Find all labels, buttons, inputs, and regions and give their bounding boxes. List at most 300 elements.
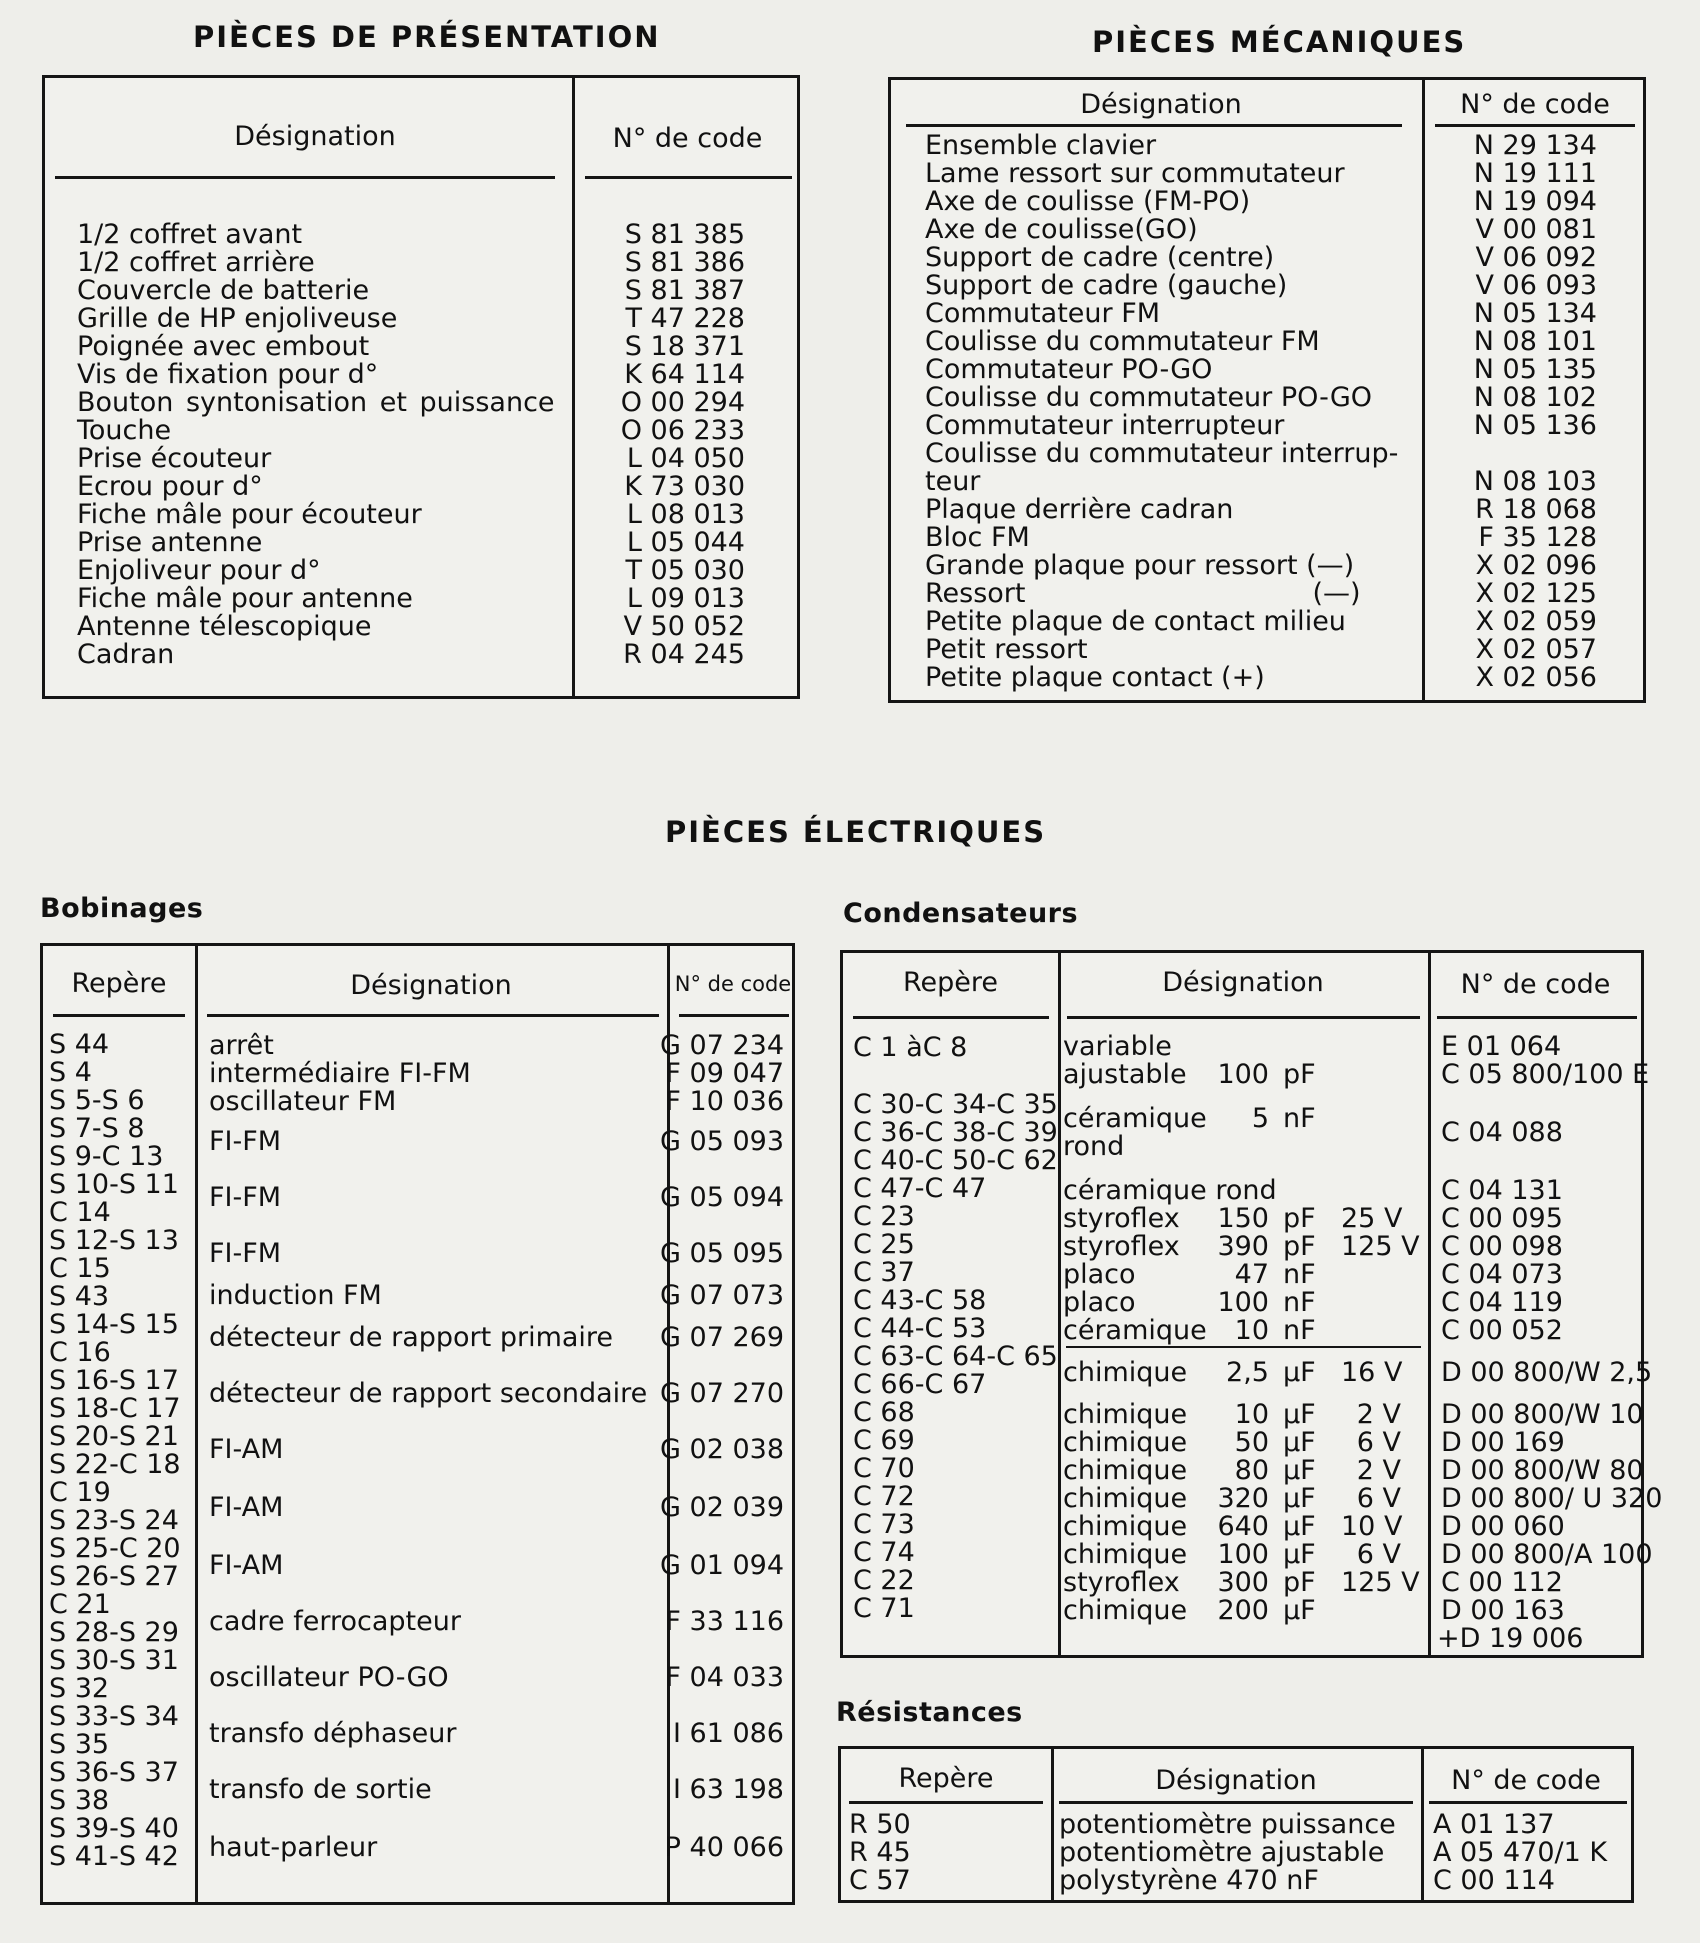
mecaniques-code: X 02 125 bbox=[1475, 578, 1597, 609]
bobinages-repere: S 32 bbox=[49, 1673, 110, 1704]
condensateurs-volt: 6 V bbox=[1356, 1539, 1401, 1570]
bobinages-code: G 05 093 bbox=[660, 1126, 784, 1157]
mecaniques-designation: Support de cadre (gauche) bbox=[925, 270, 1288, 301]
condensateurs-repere: C 74 bbox=[853, 1537, 915, 1568]
condensateurs-designation-row bbox=[1063, 1567, 1420, 1598]
condensateurs-code: D 00 800/A 100 bbox=[1441, 1539, 1653, 1570]
presentation-designation: Antenne télescopique bbox=[77, 611, 372, 642]
condensateurs-value: 50 bbox=[1234, 1427, 1269, 1458]
mecaniques-designation bbox=[925, 580, 1405, 608]
condensateurs-volt: 6 V bbox=[1356, 1483, 1401, 1514]
condensateurs-unit: µF bbox=[1283, 1483, 1316, 1514]
condensateurs-type: styroflex bbox=[1063, 1231, 1180, 1262]
bobinages-designation: FI-AM bbox=[209, 1434, 284, 1465]
condensateurs-code: C 04 119 bbox=[1441, 1287, 1563, 1318]
condensateurs-code: C 00 098 bbox=[1441, 1231, 1563, 1262]
condensateurs-code: D 00 800/W 80 bbox=[1441, 1455, 1644, 1486]
electriques-title: PIÈCES ÉLECTRIQUES bbox=[665, 815, 1047, 849]
presentation-designation-column bbox=[77, 221, 555, 669]
bobinages-repere: S 35 bbox=[49, 1729, 110, 1760]
condensateurs-unit: nF bbox=[1283, 1287, 1316, 1318]
condensateurs-designation-row bbox=[1063, 1131, 1401, 1162]
condensateurs-volt bbox=[1341, 1031, 1401, 1062]
mecaniques-code: N 19 094 bbox=[1473, 186, 1597, 217]
mecaniques-designation: Coulisse du commutateur FM bbox=[925, 326, 1320, 357]
bobinages-designation: FI-FM bbox=[209, 1182, 282, 1213]
resistances-designation: potentiomètre puissance bbox=[1059, 1809, 1396, 1840]
condensateurs-repere: C 72 bbox=[853, 1481, 915, 1512]
presentation-code: S 81 385 bbox=[624, 219, 745, 250]
presentation-code: L 04 050 bbox=[626, 443, 745, 474]
mecaniques-designation: Plaque derrière cadran bbox=[925, 494, 1234, 525]
bobinages-code: G 05 094 bbox=[660, 1182, 784, 1213]
condensateurs-value: 200 bbox=[1217, 1595, 1269, 1626]
condensateurs-designation-row bbox=[1063, 1031, 1401, 1062]
bobinages-code: G 07 073 bbox=[660, 1280, 784, 1311]
bobinages-code: I 63 198 bbox=[672, 1774, 784, 1805]
mecaniques-code: N 05 136 bbox=[1473, 410, 1597, 441]
presentation-designation: Fiche mâle pour antenne bbox=[77, 583, 413, 614]
presentation-designation: Fiche mâle pour écouteur bbox=[77, 499, 422, 530]
condensateurs-type: chimique bbox=[1063, 1511, 1188, 1542]
condensateurs-value: 80 bbox=[1234, 1455, 1269, 1486]
bobinages-repere: S 9-C 13 bbox=[49, 1141, 164, 1172]
presentation-designation: Poignée avec embout bbox=[77, 331, 370, 362]
condensateurs-value: 100 bbox=[1217, 1287, 1269, 1318]
condensateurs-repere: C 44-C 53 bbox=[853, 1313, 987, 1344]
condensateurs-unit: µF bbox=[1283, 1357, 1316, 1388]
resistances-repere: R 50 bbox=[849, 1809, 911, 1840]
condensateurs-type: chimique bbox=[1063, 1595, 1188, 1626]
condensateurs-designation-row bbox=[1063, 1539, 1401, 1570]
condensateurs-unit bbox=[1335, 1175, 1407, 1206]
bobinages-designation: transfo déphaseur bbox=[209, 1718, 457, 1749]
condensateurs-volt: 6 V bbox=[1356, 1427, 1401, 1458]
condensateurs-unit: nF bbox=[1283, 1315, 1316, 1346]
condensateurs-designation-row bbox=[1063, 1427, 1401, 1458]
resistances-repere: R 45 bbox=[849, 1837, 911, 1868]
condensateurs-code: C 00 095 bbox=[1441, 1203, 1563, 1234]
condensateurs-repere: C 25 bbox=[853, 1229, 915, 1260]
presentation-designation: Ecrou pour d° bbox=[77, 471, 263, 502]
presentation-code: S 81 386 bbox=[624, 247, 745, 278]
presentation-code: T 47 228 bbox=[625, 303, 745, 334]
mecaniques-designation: Support de cadre (centre) bbox=[925, 242, 1275, 273]
bobinages-code: P 40 066 bbox=[664, 1832, 784, 1863]
mecaniques-code: N 05 135 bbox=[1473, 354, 1597, 385]
presentation-code: L 08 013 bbox=[626, 499, 745, 530]
bobinages-repere: S 33-S 34 bbox=[49, 1701, 179, 1732]
condensateurs-repere: C 69 bbox=[853, 1425, 915, 1456]
condensateurs-designation-row bbox=[1063, 1231, 1420, 1262]
condensateurs-repere: C 70 bbox=[853, 1453, 915, 1484]
mecaniques-designation: Coulisse du commutateur PO-GO bbox=[925, 382, 1373, 413]
condensateurs-value bbox=[1211, 1031, 1269, 1062]
condensateurs-designation-row bbox=[1063, 1399, 1401, 1430]
condensateurs-value: 100 bbox=[1217, 1059, 1269, 1090]
presentation-designation: Prise écouteur bbox=[77, 443, 272, 474]
condensateurs-repere: C 23 bbox=[853, 1201, 915, 1232]
condensateurs-type: chimique bbox=[1063, 1399, 1188, 1430]
condensateurs-repere: C 68 bbox=[853, 1397, 915, 1428]
condensateurs-value: 150 bbox=[1217, 1203, 1269, 1234]
bobinages-code: G 07 270 bbox=[660, 1378, 784, 1409]
condensateurs-type: ajustable bbox=[1063, 1059, 1187, 1090]
bobinages-code: G 01 094 bbox=[660, 1550, 784, 1581]
resistances-header-code: N° de code bbox=[1451, 1765, 1601, 1796]
mecaniques-designation-text: Ressort bbox=[925, 578, 1026, 609]
presentation-code: S 18 371 bbox=[624, 331, 745, 362]
condensateurs-unit: nF bbox=[1283, 1103, 1316, 1134]
condensateurs-designation-row bbox=[1063, 1357, 1401, 1388]
presentation-designation: Enjoliveur pour d° bbox=[77, 555, 321, 586]
condensateurs-volt: 25 V bbox=[1341, 1203, 1403, 1234]
condensateurs-type: chimique bbox=[1063, 1357, 1188, 1388]
condensateurs-header-repere: Repère bbox=[902, 967, 999, 998]
mecaniques-code bbox=[1435, 440, 1597, 468]
bobinages-repere: S 44 bbox=[49, 1029, 110, 1060]
mecaniques-code: N 29 134 bbox=[1473, 130, 1597, 161]
mecaniques-code: X 02 059 bbox=[1475, 606, 1597, 637]
presentation-code: V 50 052 bbox=[623, 611, 745, 642]
mecaniques-designation: Coulisse du commutateur interrup- bbox=[925, 438, 1399, 469]
condensateurs-unit: µF bbox=[1283, 1427, 1316, 1458]
condensateurs-header-designation: Désignation bbox=[1162, 967, 1324, 998]
mecaniques-designation-column bbox=[925, 132, 1405, 692]
condensateurs-type: variable bbox=[1063, 1031, 1172, 1062]
condensateurs-volt bbox=[1341, 1315, 1401, 1346]
bobinages-repere: S 20-S 21 bbox=[49, 1421, 179, 1452]
bobinages-repere: S 26-S 27 bbox=[49, 1561, 179, 1592]
bobinages-designation: haut-parleur bbox=[209, 1832, 378, 1863]
bobinages-repere: S 12-S 13 bbox=[49, 1225, 179, 1256]
condensateurs-volt bbox=[1341, 1595, 1401, 1626]
bobinages-designation: détecteur de rapport secondaire bbox=[209, 1378, 648, 1409]
mecaniques-title: PIÈCES MÉCANIQUES bbox=[1092, 25, 1467, 59]
condensateurs-volt: 16 V bbox=[1341, 1357, 1403, 1388]
condensateurs-unit: pF bbox=[1283, 1231, 1316, 1262]
condensateurs-type: céramique rond bbox=[1063, 1175, 1277, 1206]
mecaniques-designation: Lame ressort sur commutateur bbox=[925, 158, 1345, 189]
presentation-designation: Grille de HP enjoliveuse bbox=[77, 303, 398, 334]
bobinages-designation: oscillateur FM bbox=[209, 1086, 397, 1117]
mecaniques-code: X 02 096 bbox=[1475, 550, 1597, 581]
condensateurs-designation-row bbox=[1063, 1259, 1401, 1290]
resistances-designation-column bbox=[1059, 1811, 1396, 1895]
condensateurs-designation-row bbox=[1063, 1483, 1401, 1514]
condensateurs-type: chimique bbox=[1063, 1483, 1188, 1514]
condensateurs-volt: 2 V bbox=[1356, 1399, 1401, 1430]
bobinages-designation: FI-FM bbox=[209, 1238, 282, 1269]
condensateurs-designation-row bbox=[1063, 1455, 1401, 1486]
bobinages-designation: FI-FM bbox=[209, 1126, 282, 1157]
bobinages-header-repere: Repère bbox=[71, 968, 167, 999]
mecaniques-code: N 05 134 bbox=[1473, 298, 1597, 329]
mecaniques-table bbox=[888, 77, 1646, 703]
mecaniques-designation: Commutateur FM bbox=[925, 298, 1161, 329]
condensateurs-repere: C 66-C 67 bbox=[853, 1369, 987, 1400]
condensateurs-designation-column bbox=[1063, 953, 1423, 1655]
condensateurs-volt: 10 V bbox=[1341, 1511, 1403, 1542]
mecaniques-code: X 02 057 bbox=[1475, 634, 1597, 665]
bobinages-code: G 07 269 bbox=[660, 1322, 784, 1353]
condensateurs-value: 320 bbox=[1217, 1483, 1269, 1514]
condensateurs-designation-row bbox=[1063, 1315, 1401, 1346]
bobinages-table bbox=[40, 943, 795, 1905]
presentation-code: L 05 044 bbox=[626, 527, 745, 558]
condensateurs-code: E 01 064 bbox=[1441, 1031, 1562, 1062]
bobinages-repere: S 28-S 29 bbox=[49, 1617, 179, 1648]
condensateurs-code: D 00 169 bbox=[1441, 1427, 1565, 1458]
presentation-code: K 73 030 bbox=[624, 471, 745, 502]
condensateurs-repere: C 22 bbox=[853, 1565, 915, 1596]
condensateurs-repere: C 36-C 38-C 39 bbox=[853, 1117, 1058, 1148]
condensateurs-designation-row bbox=[1063, 1287, 1401, 1318]
condensateurs-repere: C 73 bbox=[853, 1509, 915, 1540]
mecaniques-designation: Petite plaque contact (+) bbox=[925, 662, 1265, 693]
bobinages-designation: transfo de sortie bbox=[209, 1774, 432, 1805]
condensateurs-type: placo bbox=[1063, 1259, 1136, 1290]
condensateurs-unit: µF bbox=[1283, 1399, 1316, 1430]
presentation-code-column bbox=[585, 221, 745, 669]
presentation-designation: Prise antenne bbox=[77, 527, 263, 558]
resistances-code: A 01 137 bbox=[1433, 1809, 1555, 1840]
presentation-code: O 06 233 bbox=[620, 415, 745, 446]
bobinages-code: G 05 095 bbox=[660, 1238, 784, 1269]
bobinages-repere: S 23-S 24 bbox=[49, 1505, 179, 1536]
mecaniques-designation: Commutateur PO-GO bbox=[925, 354, 1213, 385]
condensateurs-code: D 00 800/ U 320 bbox=[1441, 1483, 1663, 1514]
condensateurs-code: C 04 073 bbox=[1441, 1259, 1563, 1290]
mecaniques-designation: Bloc FM bbox=[925, 522, 1030, 553]
bobinages-code: F 09 047 bbox=[665, 1058, 784, 1089]
condensateurs-code: C 04 131 bbox=[1441, 1175, 1563, 1206]
condensateurs-value: 640 bbox=[1217, 1511, 1269, 1542]
mecaniques-code: N 08 102 bbox=[1473, 382, 1597, 413]
condensateurs-code: C 00 112 bbox=[1441, 1567, 1563, 1598]
mecaniques-code: N 08 101 bbox=[1473, 326, 1597, 357]
condensateurs-title: Condensateurs bbox=[843, 898, 1079, 929]
mecaniques-designation: Axe de coulisse(GO) bbox=[925, 214, 1198, 245]
bobinages-code: G 02 039 bbox=[660, 1492, 784, 1523]
condensateurs-code: D 00 800/W 2,5 bbox=[1441, 1357, 1653, 1388]
condensateurs-volt bbox=[1341, 1103, 1401, 1134]
bobinages-code: F 33 116 bbox=[665, 1606, 784, 1637]
condensateurs-designation-row bbox=[1063, 1175, 1467, 1206]
condensateurs-code: D 00 060 bbox=[1441, 1511, 1565, 1542]
condensateurs-repere: C 40-C 50-C 62 bbox=[853, 1145, 1058, 1176]
condensateurs-volt bbox=[1341, 1059, 1401, 1090]
condensateurs-type: placo bbox=[1063, 1287, 1136, 1318]
bobinages-code: F 04 033 bbox=[665, 1662, 784, 1693]
bobinages-designation: oscillateur PO-GO bbox=[209, 1662, 449, 1693]
bobinages-repere: S 41-S 42 bbox=[49, 1841, 179, 1872]
resistances-table bbox=[838, 1746, 1634, 1903]
condensateurs-unit bbox=[1269, 1031, 1341, 1062]
bobinages-repere: S 18-C 17 bbox=[49, 1393, 181, 1424]
bobinages-code: F 10 036 bbox=[665, 1086, 784, 1117]
bobinages-designation: intermédiaire FI-FM bbox=[209, 1058, 471, 1089]
condensateurs-repere: C 47-C 47 bbox=[853, 1173, 987, 1204]
presentation-header-code: N° de code bbox=[612, 123, 763, 154]
condensateurs-type: chimique bbox=[1063, 1427, 1188, 1458]
resistances-designation: potentiomètre ajustable bbox=[1059, 1837, 1385, 1868]
condensateurs-repere: C 63-C 64-C 65 bbox=[853, 1341, 1058, 1372]
presentation-code: R 04 245 bbox=[623, 639, 745, 670]
bobinages-code: G 07 234 bbox=[660, 1030, 784, 1061]
bobinages-header-code: N° de code bbox=[674, 972, 792, 996]
condensateurs-unit: µF bbox=[1283, 1511, 1316, 1542]
bobinages-title: Bobinages bbox=[40, 893, 204, 924]
bobinages-repere: S 39-S 40 bbox=[49, 1813, 179, 1844]
condensateurs-unit: pF bbox=[1283, 1059, 1316, 1090]
condensateurs-unit bbox=[1269, 1131, 1341, 1162]
bobinages-designation: FI-AM bbox=[209, 1492, 284, 1523]
resistances-repere-column bbox=[849, 1811, 911, 1895]
condensateurs-unit: µF bbox=[1283, 1539, 1316, 1570]
condensateurs-volt bbox=[1341, 1287, 1401, 1318]
bobinages-items bbox=[43, 946, 792, 1902]
bobinages-header-designation: Désignation bbox=[350, 970, 512, 1001]
resistances-code: A 05 470/1 K bbox=[1433, 1837, 1608, 1868]
condensateurs-repere: C 71 bbox=[853, 1593, 915, 1624]
condensateurs-header-code: N° de code bbox=[1460, 969, 1611, 1000]
condensateurs-code: D 00 163 bbox=[1441, 1595, 1565, 1626]
bobinages-repere: C 16 bbox=[49, 1337, 111, 1368]
condensateurs-value: 100 bbox=[1217, 1539, 1269, 1570]
bobinages-repere: S 10-S 11 bbox=[49, 1169, 179, 1200]
condensateurs-type: céramique bbox=[1063, 1103, 1207, 1134]
resistances-header-designation: Désignation bbox=[1155, 1765, 1317, 1796]
bobinages-repere: C 19 bbox=[49, 1477, 111, 1508]
mecaniques-designation: Petit ressort bbox=[925, 634, 1088, 665]
condensateurs-unit: nF bbox=[1283, 1259, 1316, 1290]
bobinages-repere: S 30-S 31 bbox=[49, 1645, 179, 1676]
bobinages-repere: S 7-S 8 bbox=[49, 1113, 145, 1144]
condensateurs-volt: 125 V bbox=[1341, 1567, 1420, 1598]
resistances-repere: C 57 bbox=[849, 1865, 911, 1896]
mecaniques-designation: teur bbox=[925, 466, 981, 497]
mecaniques-code: V 00 081 bbox=[1475, 214, 1597, 245]
presentation-designation: Couvercle de batterie bbox=[77, 275, 370, 306]
mecaniques-code: V 06 093 bbox=[1475, 270, 1597, 301]
condensateurs-value: 10 bbox=[1234, 1399, 1269, 1430]
bobinages-code: G 02 038 bbox=[660, 1434, 784, 1465]
presentation-designation: Vis de fixation pour d° bbox=[77, 359, 379, 390]
condensateurs-volt bbox=[1341, 1131, 1401, 1162]
condensateurs-unit: pF bbox=[1283, 1203, 1316, 1234]
mecaniques-designation: Ensemble clavier bbox=[925, 130, 1157, 161]
mecaniques-code: V 06 092 bbox=[1475, 242, 1597, 273]
condensateurs-value: 300 bbox=[1217, 1567, 1269, 1598]
mecaniques-designation: Axe de coulisse (FM-PO) bbox=[925, 186, 1251, 217]
condensateurs-value: 10 bbox=[1234, 1315, 1269, 1346]
condensateurs-volt: 2 V bbox=[1356, 1455, 1401, 1486]
condensateurs-designation-row bbox=[1063, 1059, 1401, 1090]
presentation-header-designation: Désignation bbox=[234, 121, 396, 152]
mecaniques-code: R 18 068 bbox=[1475, 494, 1597, 525]
bobinages-designation: cadre ferrocapteur bbox=[209, 1606, 461, 1637]
condensateurs-code: +D 19 006 bbox=[1437, 1623, 1584, 1654]
condensateurs-value bbox=[1211, 1131, 1269, 1162]
condensateurs-repere: C 43-C 58 bbox=[853, 1285, 987, 1316]
condensateurs-code: D 00 800/W 10 bbox=[1441, 1399, 1644, 1430]
mecaniques-code: N 19 111 bbox=[1473, 158, 1597, 189]
condensateurs-type: céramique bbox=[1063, 1315, 1207, 1346]
condensateurs-unit: pF bbox=[1283, 1567, 1316, 1598]
condensateurs-value: 47 bbox=[1234, 1259, 1269, 1290]
bobinages-repere: C 15 bbox=[49, 1253, 111, 1284]
bobinages-designation: arrêt bbox=[209, 1030, 274, 1061]
resistances-title: Résistances bbox=[836, 1697, 1023, 1728]
condensateurs-value: 5 bbox=[1251, 1103, 1269, 1134]
resistances-designation: polystyrène 470 nF bbox=[1059, 1865, 1319, 1896]
presentation-designation: Bouton syntonisation et puissance bbox=[77, 387, 555, 418]
presentation-title: PIÈCES DE PRÉSENTATION bbox=[193, 20, 661, 54]
bobinages-repere: S 36-S 37 bbox=[49, 1757, 179, 1788]
mecaniques-header-code: N° de code bbox=[1460, 89, 1610, 120]
condensateurs-type: rond bbox=[1063, 1131, 1125, 1162]
mecaniques-designation: Petite plaque de contact milieu bbox=[925, 606, 1346, 637]
bobinages-code: I 61 086 bbox=[672, 1718, 784, 1749]
condensateurs-repere: C 1 àC 8 bbox=[853, 1032, 968, 1063]
bobinages-repere: S 43 bbox=[49, 1281, 110, 1312]
bobinages-designation: FI-AM bbox=[209, 1550, 284, 1581]
bobinages-repere: C 14 bbox=[49, 1197, 111, 1228]
condensateurs-designation-row bbox=[1063, 1203, 1401, 1234]
condensateurs-unit: µF bbox=[1283, 1595, 1316, 1626]
bobinages-repere: S 22-C 18 bbox=[49, 1449, 181, 1480]
mecaniques-designation-extra: (—) bbox=[1312, 578, 1361, 609]
mecaniques-code: F 35 128 bbox=[1478, 522, 1597, 553]
condensateurs-designation-row bbox=[1063, 1103, 1401, 1134]
bobinages-repere: S 16-S 17 bbox=[49, 1365, 179, 1396]
condensateurs-value bbox=[1277, 1175, 1335, 1206]
bobinages-repere: S 5-S 6 bbox=[49, 1085, 145, 1116]
bobinages-designation: induction FM bbox=[209, 1280, 382, 1311]
mecaniques-designation: Grande plaque pour ressort (—) bbox=[925, 550, 1355, 581]
bobinages-repere: S 14-S 15 bbox=[49, 1309, 179, 1340]
condensateurs-code: C 00 052 bbox=[1441, 1315, 1563, 1346]
bobinages-repere: S 38 bbox=[49, 1785, 110, 1816]
presentation-code: K 64 114 bbox=[624, 359, 745, 390]
presentation-designation: 1/2 coffret avant bbox=[77, 219, 303, 250]
condensateurs-type: chimique bbox=[1063, 1455, 1188, 1486]
mecaniques-code: N 08 103 bbox=[1473, 466, 1597, 497]
condensateurs-volt bbox=[1341, 1259, 1401, 1290]
condensateurs-volt: 125 V bbox=[1341, 1231, 1420, 1262]
presentation-code: S 81 387 bbox=[624, 275, 745, 306]
resistances-header-repere: Repère bbox=[898, 1763, 994, 1794]
bobinages-designation: détecteur de rapport primaire bbox=[209, 1322, 614, 1353]
condensateurs-type: styroflex bbox=[1063, 1567, 1180, 1598]
condensateurs-value: 390 bbox=[1217, 1231, 1269, 1262]
condensateurs-table bbox=[840, 950, 1663, 1658]
condensateurs-unit: µF bbox=[1283, 1455, 1316, 1486]
condensateurs-code: C 05 800/100 E bbox=[1441, 1059, 1650, 1090]
condensateurs-code-column bbox=[1437, 953, 1663, 1655]
mecaniques-designation: Commutateur interrupteur bbox=[925, 410, 1285, 441]
mecaniques-header-designation: Désignation bbox=[1080, 89, 1242, 120]
mecaniques-code: X 02 056 bbox=[1475, 662, 1597, 693]
condensateurs-code: C 04 088 bbox=[1441, 1117, 1563, 1148]
condensateurs-repere: C 37 bbox=[853, 1257, 915, 1288]
condensateurs-repere: C 30-C 34-C 35 bbox=[853, 1089, 1058, 1120]
condensateurs-designation-row bbox=[1063, 1595, 1401, 1626]
presentation-designation: Cadran bbox=[77, 639, 175, 670]
presentation-code: L 09 013 bbox=[626, 583, 745, 614]
presentation-code: O 00 294 bbox=[620, 387, 745, 418]
